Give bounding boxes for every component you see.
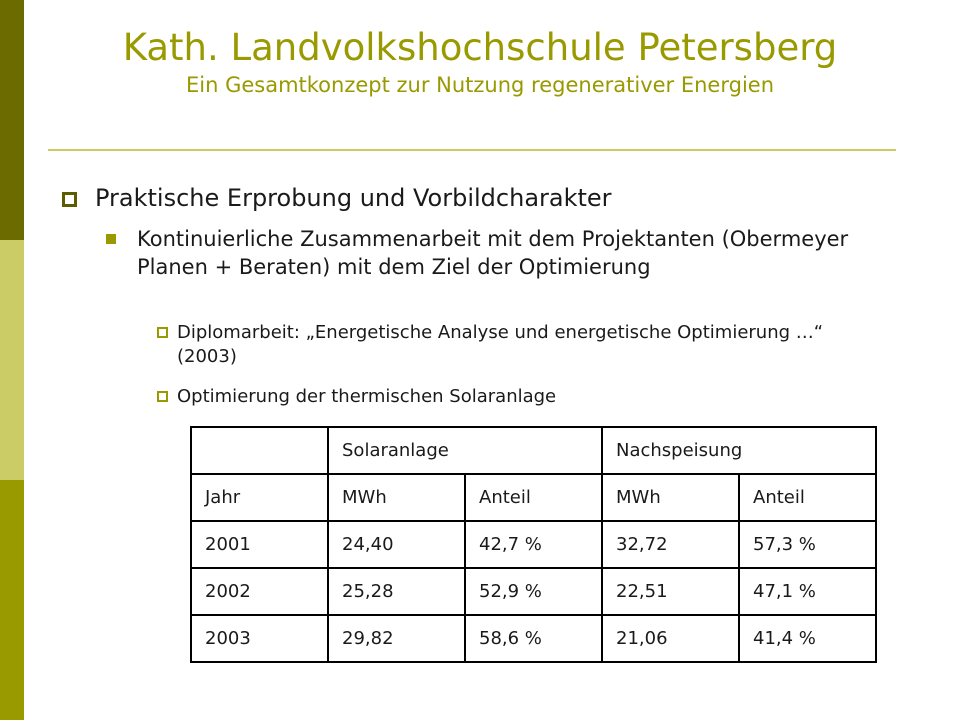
table-row: [191, 568, 876, 615]
table-cell: 57,3 %: [739, 521, 876, 568]
table-column-header: Anteil: [739, 474, 876, 521]
sidebar-segment-light: [0, 240, 24, 480]
table-group-header: Nachspeisung: [602, 427, 876, 474]
sidebar-segment-olive: [0, 480, 24, 720]
table-cell: 24,40: [328, 521, 465, 568]
table-cell: [191, 427, 328, 474]
hollow-square-bullet-icon: [62, 192, 77, 207]
table-column-header: MWh: [328, 474, 465, 521]
table-column-header: MWh: [602, 474, 739, 521]
table-group-header: Solaranlage: [328, 427, 602, 474]
bullet-level1-text: Praktische Erprobung und Vorbildcharakter: [95, 184, 612, 212]
table-cell: 21,06: [602, 615, 739, 662]
table-cell: 2001: [191, 521, 328, 568]
table-row: [191, 615, 876, 662]
table-column-header: Anteil: [465, 474, 602, 521]
table-cell: 22,51: [602, 568, 739, 615]
hollow-square-bullet-icon: [157, 391, 168, 402]
title-main: Kath. Landvolkshochschule Petersberg: [122, 26, 838, 69]
table-cell: 47,1 %: [739, 568, 876, 615]
table-header-row: [191, 474, 876, 521]
table-column-header: Jahr: [191, 474, 328, 521]
bullet-level2-text: Kontinuierliche Zusammenarbeit mit dem Projektanten (Obermeyer Planen + Beraten) mit dem Ziel der Optimierung: [137, 227, 849, 279]
sidebar-decoration: [0, 0, 24, 720]
hollow-square-bullet-icon: [157, 327, 168, 338]
table-cell: 42,7 %: [465, 521, 602, 568]
table-group-header-row: [191, 427, 876, 474]
title-subtitle: Ein Gesamtkonzept zur Nutzung regenerativer Energien: [185, 73, 775, 97]
table-cell: 58,6 %: [465, 615, 602, 662]
table-cell: 2003: [191, 615, 328, 662]
filled-square-bullet-icon: [106, 234, 116, 244]
title-divider: [48, 149, 896, 151]
table-row: [191, 521, 876, 568]
table-cell: 32,72: [602, 521, 739, 568]
table-cell: 29,82: [328, 615, 465, 662]
table-cell: 2002: [191, 568, 328, 615]
energy-table: [190, 426, 877, 663]
table-cell: 25,28: [328, 568, 465, 615]
bullet-level3-text: Optimierung der thermischen Solaranlage: [177, 386, 557, 407]
bullet-level3-text: Diplomarbeit: „Energetische Analyse und energetische Optimierung …“ (2003): [177, 322, 824, 367]
table-cell: 52,9 %: [465, 568, 602, 615]
table-cell: 41,4 %: [739, 615, 876, 662]
slide-title: [0, 26, 960, 98]
